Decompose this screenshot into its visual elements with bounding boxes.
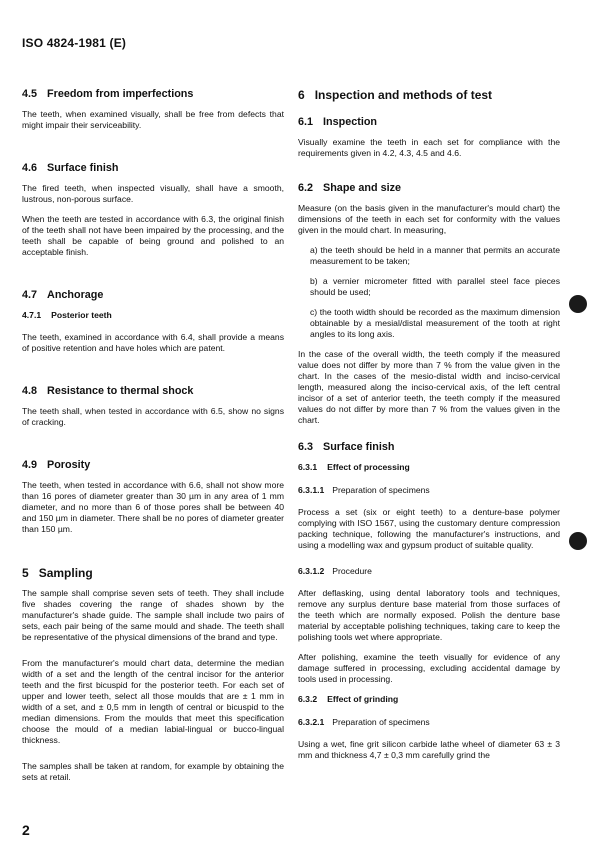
section-4-7-heading: 4.7 Anchorage <box>22 288 104 301</box>
section-6-3-1-2-heading: 6.3.1.2 Procedure <box>298 565 372 576</box>
section-4-8-text: The teeth shall, when tested in accordance with 6.5, show no signs of cracking. <box>22 406 284 428</box>
left-column <box>22 88 284 792</box>
section-6-3-heading: 6.3 Surface finish <box>298 441 395 454</box>
punch-hole-top <box>569 295 587 313</box>
document-header: ISO 4824-1981 (E) <box>22 36 127 50</box>
section-5-text-2: From the manufacturer's mould chart data, determine the median width of a set and the length of the central incisor for the anterior teeth and the first bicuspid for the posterior teeth. For each set of upper and lower teeth, select all those moulds that are ± 1 mm in width of a set, and ± 0,5 mm in length of central or bicuspid to the median dimensions. From the moulds that meet this specification choose the mould of a median labial-lingual or bucco-lingual thickness. <box>22 658 284 746</box>
section-5-text-3: The samples shall be taken at random, for example by obtaining the sets at retail. <box>22 761 284 783</box>
section-4-9-text: The teeth, when tested in accordance with 6.6, shall not show more than 16 pores of diameter greater than 30 µm in any area of 1 mm diameter, and no more than 6 of those pores shall be between 40 and 150 µm in diameter. There shall be no pores of diameter greater than 150 µm. <box>22 480 284 535</box>
section-4-5-text: The teeth, when examined visually, shall be free from defects that might impair their serviceability. <box>22 108 284 130</box>
section-6-1-text: Visually examine the teeth in each set for compliance with the requirements given in 4.2, 4.3, 4.5 and 4.6. <box>298 137 560 159</box>
section-6-3-2-heading: 6.3.2 Effect of grinding <box>298 694 399 705</box>
section-6-2-item-a: a) the teeth should be held in a manner that permits an accurate measurement to be taken; <box>310 245 560 267</box>
section-6-2-text-1: Measure (on the basis given in the manufacturer's mould chart) the dimensions of the teeth in each set for conformity with the values given in the mould chart. In measuring, <box>298 203 560 236</box>
section-6-3-1-heading: 6.3.1 Effect of processing <box>298 462 410 473</box>
section-6-2-heading: 6.2 Shape and size <box>298 182 402 195</box>
section-4-9-heading: 4.9 Porosity <box>22 459 91 472</box>
page-number: 2 <box>22 822 30 838</box>
section-5-heading: 5 Sampling <box>22 566 93 581</box>
section-6-3-2-1-text: Using a wet, fine grit silicon carbide lathe wheel of diameter 63 ± 3 mm and thickness 4,7 ± 0,3 mm carefully grind the <box>298 738 560 760</box>
section-6-3-1-1-text: Process a set (six or eight teeth) to a denture-base polymer complying with ISO 1567, using the customary denture compression packing technique, following the manufacturer's instructions, and using a modelling wax and gypsum product of suitable quality. <box>298 506 560 550</box>
section-5-text-1: The sample shall comprise seven sets of teeth. They shall include five shades covering the range of shades shown by the manufacturer's shade guide. The sample shall include two pairs of sets, each pair being of the same mould and shade. The teeth shall be representative of the physical dimensions of the brand and type. <box>22 588 284 643</box>
section-6-heading: 6 Inspection and methods of test <box>298 88 493 102</box>
section-6-3-1-1-heading: 6.3.1.1 Preparation of specimens <box>298 484 430 495</box>
section-4-6-heading: 4.6 Surface finish <box>22 161 119 174</box>
section-4-6-text-1: The fired teeth, when inspected visually, shall have a smooth, lustrous, non-porous surface. <box>22 182 284 204</box>
punch-hole-bottom <box>569 532 587 550</box>
section-4-7-1-heading: 4.7.1 Posterior teeth <box>22 309 112 320</box>
right-column <box>298 88 560 770</box>
section-6-3-2-1-heading: 6.3.2.1 Preparation of specimens <box>298 716 430 727</box>
section-6-2-item-b: b) a vernier micrometer fitted with parallel steel face pieces should be used; <box>310 276 560 298</box>
section-4-6-text-2: When the teeth are tested in accordance with 6.3, the original finish of the teeth shall not have been impaired by the processing, and the teeth shall be capable of being ground and polished to an acceptable finish. <box>22 213 284 257</box>
section-6-2-text-2: In the case of the overall width, the teeth comply if the measured value does not differ by more than 7 % from the value given in the chart. In the cases of the mesio-distal width and inciso-cervical length, measured along the inciso-cervical axis, of the left central incisor of a set of anterior teeth, the teeth comply if the measured values do not differ by more than 7 % from the values given in the chart. <box>298 349 560 426</box>
section-6-1-heading: 6.1 Inspection <box>298 116 378 129</box>
section-4-8-heading: 4.8 Resistance to thermal shock <box>22 385 194 398</box>
section-6-3-1-2-text-1: After deflasking, using dental laboratory tools and techniques, remove any surplus denture base material from those surfaces of the teeth which are normally exposed. Polish the denture base material by acceptable polishing techniques, taking care to keep the polishing tools wet where appropriate. <box>298 588 560 643</box>
section-6-3-1-2-text-2: After polishing, examine the teeth visually for evidence of any damage suffered in processing, excluding accidental damage by tools used in processing. <box>298 652 560 685</box>
section-4-7-1-text: The teeth, examined in accordance with 6.4, shall provide a means of positive retention and have holes which are patent. <box>22 332 284 354</box>
section-6-2-item-c: c) the tooth width should be recorded as the maximum dimension obtainable by a mesial/distal measurement of the tooth at right angles to its long axis. <box>310 307 560 340</box>
section-4-5-heading: 4.5 Freedom from imperfections <box>22 88 194 100</box>
